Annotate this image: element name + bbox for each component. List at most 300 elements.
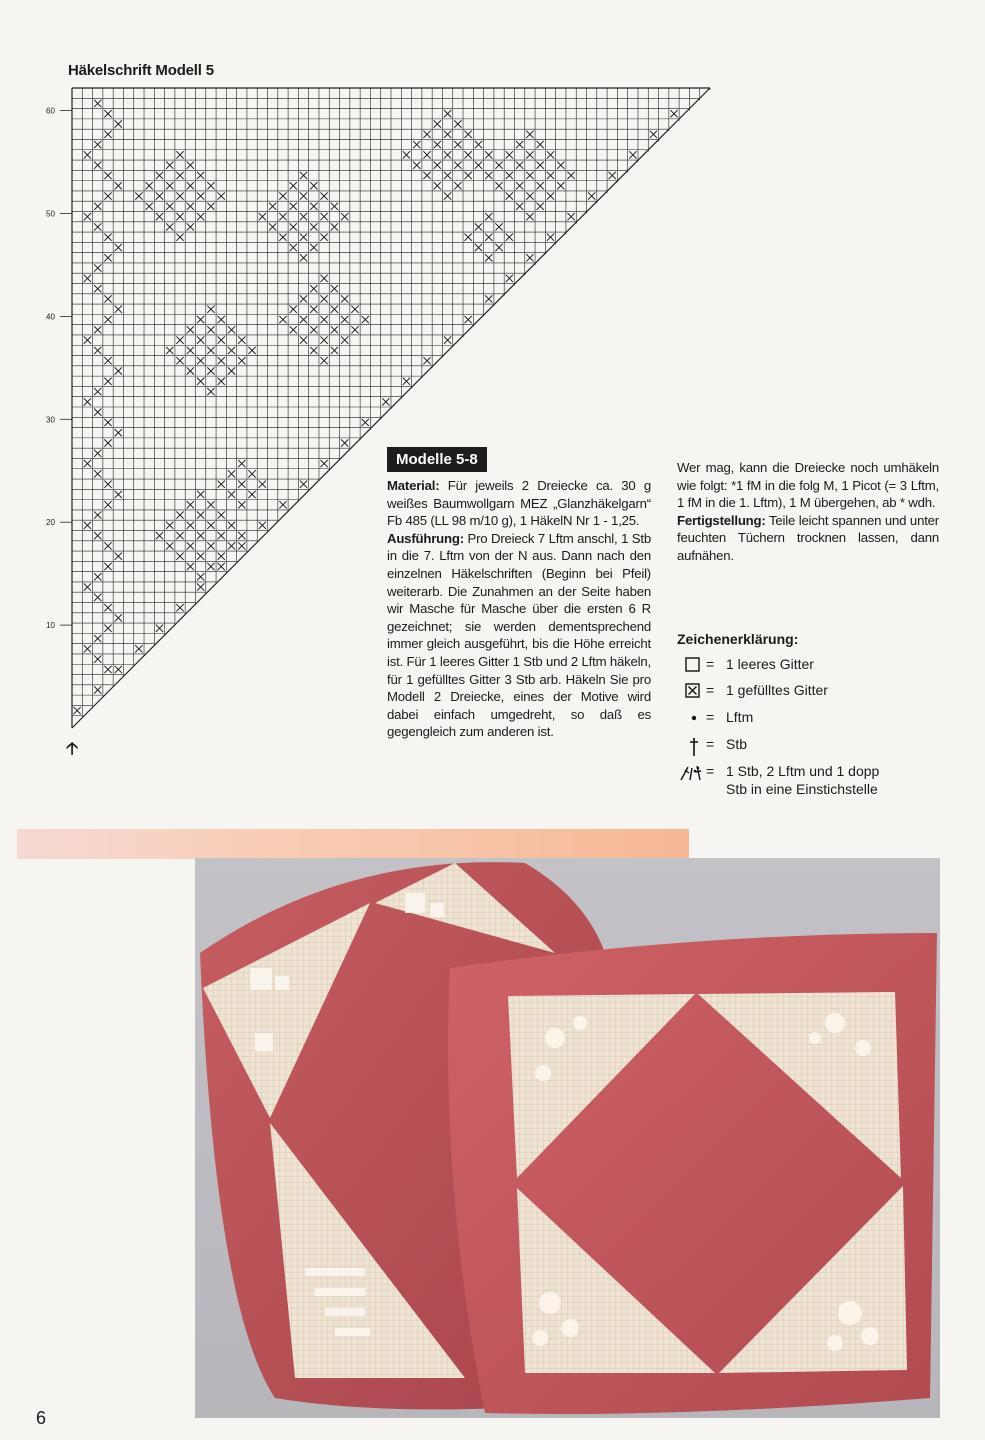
filled-cell — [104, 439, 111, 446]
filled-cell — [187, 367, 194, 374]
filled-cell — [547, 172, 554, 179]
filled-cell — [197, 316, 204, 323]
filled-cell — [166, 182, 173, 189]
filled-cell — [506, 151, 513, 158]
filled-cell — [526, 192, 533, 199]
filled-cell — [197, 192, 204, 199]
filled-cell — [104, 254, 111, 261]
filled-cell — [351, 326, 358, 333]
filled-cell — [248, 470, 255, 477]
fertig-text: Teile leicht spannen und unter feuchten Tüchern trocknen lassen, dann aufnähen. — [677, 512, 939, 563]
filled-cell — [104, 110, 111, 117]
legend-item — [684, 735, 747, 753]
filled-cell — [567, 172, 574, 179]
filled-cell — [74, 707, 81, 714]
filled-cell — [197, 553, 204, 560]
filled-cell — [207, 563, 214, 570]
filled-cell — [310, 223, 317, 230]
filled-cell — [320, 234, 327, 241]
empty-square-icon — [684, 655, 706, 673]
filled-cell — [444, 192, 451, 199]
filled-cell — [465, 316, 472, 323]
filled-cell — [506, 234, 513, 241]
filled-cell — [228, 522, 235, 529]
filled-cell — [506, 192, 513, 199]
filled-cell — [135, 645, 142, 652]
filled-cell — [341, 213, 348, 220]
filled-cell — [341, 295, 348, 302]
filled-cell — [84, 275, 91, 282]
filled-cell — [423, 131, 430, 138]
filled-cell — [104, 316, 111, 323]
filled-cell — [115, 244, 122, 251]
filled-cell — [238, 460, 245, 467]
filled-cell — [207, 367, 214, 374]
filled-cell — [434, 120, 441, 127]
filled-cell — [176, 336, 183, 343]
filled-cell — [259, 481, 266, 488]
filled-cell — [434, 182, 441, 189]
filled-cell — [320, 336, 327, 343]
filled-cell — [207, 522, 214, 529]
filled-cell — [403, 378, 410, 385]
filled-cell — [454, 162, 461, 169]
filled-cell — [94, 100, 101, 107]
filled-cell — [176, 532, 183, 539]
filled-cell — [475, 223, 482, 230]
models-badge: Modelle 5-8 — [387, 447, 487, 472]
filled-cell — [485, 295, 492, 302]
filled-cell — [300, 172, 307, 179]
legend-item — [684, 655, 814, 673]
filled-cell — [444, 151, 451, 158]
material-paragraph — [387, 477, 651, 530]
filled-cell — [351, 306, 358, 313]
filled-cell — [187, 542, 194, 549]
filled-cell — [495, 223, 502, 230]
filled-cell — [197, 357, 204, 364]
filled-cell — [94, 141, 101, 148]
filled-cell — [444, 110, 451, 117]
legend-text: 1 Stb, 2 Lftm und 1 dopp Stb in eine Einstichstelle — [726, 763, 880, 797]
filled-cell — [320, 192, 327, 199]
filled-cell — [238, 532, 245, 539]
filled-cell — [320, 275, 327, 282]
legend-item — [684, 708, 753, 726]
filled-cell — [94, 285, 101, 292]
filled-cell — [228, 347, 235, 354]
stitch-stb-icon — [684, 735, 706, 753]
filled-cell — [84, 522, 91, 529]
filled-cell — [537, 203, 544, 210]
filled-cell — [84, 398, 91, 405]
filled-cell — [104, 234, 111, 241]
filled-cell — [94, 326, 101, 333]
filled-cell — [300, 295, 307, 302]
filled-cell — [310, 347, 317, 354]
filled-cell — [320, 460, 327, 467]
filled-cell — [495, 182, 502, 189]
filled-cell — [320, 295, 327, 302]
filled-cell — [526, 213, 533, 220]
filled-cell — [279, 234, 286, 241]
filled-cell — [341, 336, 348, 343]
filled-cell — [331, 203, 338, 210]
filled-cell — [197, 583, 204, 590]
filled-cell — [197, 378, 204, 385]
filled-cell — [310, 306, 317, 313]
filled-cell — [465, 234, 472, 241]
filled-cell — [197, 336, 204, 343]
filled-cell — [115, 666, 122, 673]
filled-cell — [228, 470, 235, 477]
material-label: Material: — [387, 478, 440, 493]
filled-cell — [516, 162, 523, 169]
start-arrow-icon: 🡡 — [66, 739, 79, 758]
filled-cell — [495, 244, 502, 251]
filled-cell — [94, 264, 101, 271]
legend-equals: = — [706, 656, 715, 672]
filled-cell — [166, 542, 173, 549]
filled-cell — [94, 470, 101, 477]
filled-cell — [362, 419, 369, 426]
y-tick-label: 60 — [46, 106, 55, 116]
filled-cell — [423, 357, 430, 364]
filled-cell — [104, 172, 111, 179]
filled-cell — [156, 625, 163, 632]
legend-text: 1 gefülltes Gitter — [726, 682, 828, 698]
filled-cell — [454, 141, 461, 148]
filled-cell — [238, 481, 245, 488]
filled-cell — [557, 162, 564, 169]
stitch-combo-icon — [678, 762, 706, 780]
filled-cell — [166, 203, 173, 210]
filled-cell — [135, 192, 142, 199]
filled-cell — [547, 234, 554, 241]
legend-text: 1 leeres Gitter — [726, 656, 814, 672]
legend-equals: = — [706, 709, 715, 725]
crossed-square-icon — [684, 681, 706, 699]
fertig-paragraph — [677, 512, 939, 565]
filled-cell — [269, 223, 276, 230]
filled-cell — [475, 141, 482, 148]
filled-cell — [557, 182, 564, 189]
material-text: Für jeweils 2 Dreiecke ca. 30 g weißes Baumwollgarn MEZ „Glanzhäkelgarn“ Fb 485 (LL 98 m/10 g), 1 HäkelN Nr 1 - 1,25. — [387, 478, 651, 529]
filled-cell — [197, 213, 204, 220]
filled-cell — [526, 131, 533, 138]
filled-cell — [115, 491, 122, 498]
filled-cell — [537, 141, 544, 148]
filled-cell — [84, 213, 91, 220]
filled-cell — [382, 398, 389, 405]
filled-cell — [207, 347, 214, 354]
filled-cell — [300, 336, 307, 343]
filled-cell — [485, 151, 492, 158]
filled-cell — [218, 357, 225, 364]
dot-icon — [684, 708, 706, 726]
filled-cell — [290, 326, 297, 333]
filled-cell — [465, 172, 472, 179]
filled-cell — [537, 162, 544, 169]
filled-cell — [104, 501, 111, 508]
filled-cell — [670, 110, 677, 117]
filled-cell — [104, 131, 111, 138]
filled-cell — [228, 491, 235, 498]
filled-cell — [207, 182, 214, 189]
filled-cell — [629, 151, 636, 158]
filled-cell — [218, 192, 225, 199]
filled-cell — [320, 316, 327, 323]
filled-cell — [300, 234, 307, 241]
pillows-illustration — [195, 858, 940, 1418]
filled-cell — [94, 511, 101, 518]
legend-title: Zeichenerklärung: — [677, 631, 799, 647]
filled-cell — [547, 192, 554, 199]
filled-cell — [104, 419, 111, 426]
filled-cell — [300, 192, 307, 199]
filled-cell — [115, 120, 122, 127]
ausfuehrung-paragraph — [387, 530, 651, 741]
page-number: 6 — [36, 1408, 47, 1428]
filled-cell — [115, 429, 122, 436]
filled-cell — [166, 223, 173, 230]
filled-cell — [197, 172, 204, 179]
pillows-photo — [195, 858, 940, 1418]
filled-cell — [444, 172, 451, 179]
filled-cell — [238, 501, 245, 508]
filled-cell — [218, 511, 225, 518]
filled-cell — [290, 306, 297, 313]
filled-cell — [104, 481, 111, 488]
filled-cell — [485, 172, 492, 179]
filled-cell — [176, 192, 183, 199]
instructions-column — [387, 477, 651, 741]
filled-cell — [609, 172, 616, 179]
filled-cell — [320, 357, 327, 364]
filled-cell — [218, 563, 225, 570]
filled-cell — [331, 223, 338, 230]
filled-cell — [104, 666, 111, 673]
filled-cell — [341, 439, 348, 446]
filled-cell — [197, 511, 204, 518]
filled-cell — [413, 141, 420, 148]
filled-cell — [104, 542, 111, 549]
filled-cell — [341, 316, 348, 323]
filled-cell — [84, 151, 91, 158]
filled-cell — [166, 522, 173, 529]
filled-cell — [115, 306, 122, 313]
filled-cell — [104, 604, 111, 611]
filled-cell — [176, 357, 183, 364]
filled-cell — [290, 182, 297, 189]
filled-cell — [279, 316, 286, 323]
filled-cell — [567, 213, 574, 220]
filled-cell — [537, 182, 544, 189]
filled-cell — [218, 336, 225, 343]
filled-cell — [310, 244, 317, 251]
filled-cell — [115, 614, 122, 621]
filled-cell — [218, 481, 225, 488]
filled-cell — [197, 573, 204, 580]
legend-item — [684, 681, 828, 699]
filled-cell — [187, 182, 194, 189]
y-tick-label: 40 — [46, 312, 55, 322]
filled-cell — [84, 645, 91, 652]
y-tick-label: 20 — [46, 518, 55, 528]
filled-cell — [94, 223, 101, 230]
filled-cell — [176, 151, 183, 158]
filled-cell — [248, 491, 255, 498]
intro-paragraph: Wer mag, kann die Dreiecke noch umhäkeln wie folgt: *1 fM in die folg M, 1 Picot (= 3 Lftm, 1 fM in die 1. Lftm), 1 M übergehen, ab * wdh. — [677, 460, 939, 511]
filled-cell — [362, 316, 369, 323]
filled-cell — [228, 326, 235, 333]
filled-cell — [197, 491, 204, 498]
filled-cell — [526, 151, 533, 158]
filled-cell — [454, 120, 461, 127]
filled-cell — [94, 409, 101, 416]
filled-cell — [290, 203, 297, 210]
filled-cell — [187, 326, 194, 333]
filled-cell — [166, 347, 173, 354]
filled-cell — [485, 234, 492, 241]
y-tick-label: 50 — [46, 209, 55, 219]
filled-cell — [176, 604, 183, 611]
filled-cell — [475, 162, 482, 169]
color-band — [17, 829, 689, 859]
filled-cell — [104, 295, 111, 302]
filled-cell — [104, 378, 111, 385]
filled-cell — [526, 172, 533, 179]
filled-cell — [248, 347, 255, 354]
filled-cell — [166, 162, 173, 169]
filled-cell — [300, 254, 307, 261]
filled-cell — [465, 151, 472, 158]
finishing-column — [677, 459, 939, 565]
filled-cell — [310, 203, 317, 210]
filled-cell — [187, 223, 194, 230]
legend-text: Stb — [726, 736, 748, 752]
fertig-label: Fertigstellung: — [677, 512, 766, 528]
filled-cell — [94, 686, 101, 693]
filled-cell — [187, 522, 194, 529]
filled-cell — [485, 254, 492, 261]
filled-cell — [413, 162, 420, 169]
filled-cell — [156, 192, 163, 199]
filled-cell — [403, 151, 410, 158]
filled-cell — [146, 182, 153, 189]
filled-cell — [176, 511, 183, 518]
filled-cell — [94, 635, 101, 642]
filled-cell — [588, 192, 595, 199]
filled-cell — [300, 316, 307, 323]
filled-cell — [516, 203, 523, 210]
filled-cell — [279, 192, 286, 199]
filled-cell — [176, 553, 183, 560]
filled-cell — [475, 244, 482, 251]
filled-cell — [310, 182, 317, 189]
ausfuehrung-label: Ausführung: — [387, 530, 464, 546]
filled-cell — [228, 542, 235, 549]
filled-cell — [465, 131, 472, 138]
filled-cell — [495, 162, 502, 169]
filled-cell — [526, 254, 533, 261]
filled-cell — [506, 172, 513, 179]
filled-cell — [156, 213, 163, 220]
filled-cell — [238, 336, 245, 343]
filled-cell — [218, 532, 225, 539]
filled-cell — [207, 306, 214, 313]
filled-cell — [94, 655, 101, 662]
filled-cell — [218, 553, 225, 560]
filled-cell — [187, 347, 194, 354]
filled-cell — [259, 522, 266, 529]
filled-cell — [104, 357, 111, 364]
filled-cell — [156, 532, 163, 539]
y-tick-label: 10 — [46, 621, 55, 631]
filled-cell — [279, 213, 286, 220]
filled-cell — [94, 573, 101, 580]
filled-cell — [650, 131, 657, 138]
filled-cell — [94, 594, 101, 601]
filled-cell — [84, 336, 91, 343]
filled-cell — [310, 326, 317, 333]
filled-cell — [516, 182, 523, 189]
filled-cell — [290, 223, 297, 230]
legend-equals: = — [706, 736, 715, 752]
filled-cell — [187, 203, 194, 210]
chart-title: Häkelschrift Modell 5 — [68, 62, 214, 79]
filled-cell — [485, 213, 492, 220]
filled-cell — [320, 213, 327, 220]
filled-cell — [331, 285, 338, 292]
filled-cell — [238, 357, 245, 364]
legend-equals: = — [706, 682, 715, 698]
filled-cell — [259, 213, 266, 220]
filled-cell — [331, 347, 338, 354]
filled-cell — [207, 388, 214, 395]
filled-cell — [310, 285, 317, 292]
filled-cell — [300, 213, 307, 220]
filled-cell — [94, 162, 101, 169]
filled-cell — [547, 151, 554, 158]
filled-cell — [279, 501, 286, 508]
filled-cell — [269, 203, 276, 210]
filled-cell — [94, 347, 101, 354]
filled-cell — [238, 542, 245, 549]
filled-cell — [444, 336, 451, 343]
filled-cell — [207, 542, 214, 549]
filled-cell — [218, 316, 225, 323]
filled-cell — [146, 203, 153, 210]
filled-cell — [84, 460, 91, 467]
filled-cell — [228, 367, 235, 374]
filled-cell — [207, 501, 214, 508]
filled-cell — [104, 625, 111, 632]
filled-cell — [94, 203, 101, 210]
legend-text: Lftm — [726, 709, 754, 725]
legend-equals: = — [706, 763, 715, 779]
filled-cell — [187, 563, 194, 570]
filled-cell — [176, 213, 183, 220]
filled-cell — [506, 275, 513, 282]
filled-cell — [331, 306, 338, 313]
filled-cell — [187, 501, 194, 508]
filled-cell — [444, 131, 451, 138]
legend-item — [678, 762, 896, 798]
filled-cell — [176, 234, 183, 241]
filled-cell — [84, 583, 91, 590]
filled-cell — [423, 172, 430, 179]
